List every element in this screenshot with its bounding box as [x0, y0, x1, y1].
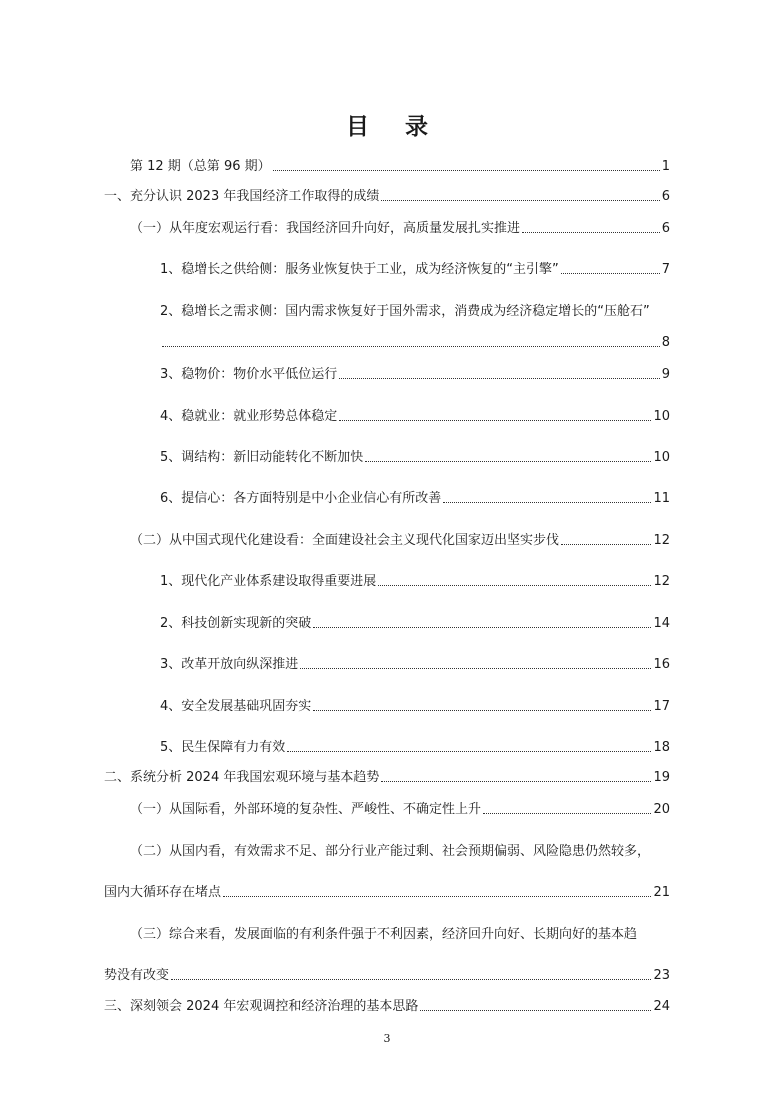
- toc-entry-text[interactable]: （三）综合来看，发展面临的有利条件强于不利因素，经济回升向好、长期向好的基本趋: [130, 927, 638, 942]
- toc-entry-page: 1: [661, 159, 670, 174]
- toc-entry[interactable]: [130, 220, 670, 238]
- toc-entry-text: 三、深刻领会 2024 年宏观调控和经济治理的基本思路: [104, 999, 419, 1014]
- toc-entry-text: （二）从中国式现代化建设看：全面建设社会主义现代化国家迈出坚实步伐: [130, 533, 560, 548]
- footer-page-number: 3: [383, 1032, 391, 1045]
- toc-entry[interactable]: [104, 769, 670, 787]
- toc-entry-page: 21: [653, 885, 670, 900]
- toc-entry-page: 6: [661, 189, 670, 204]
- toc-entry[interactable]: [160, 739, 670, 757]
- toc-leader-dots: [339, 408, 651, 421]
- toc-entry-text[interactable]: （二）从国内看，有效需求不足、部分行业产能过剩、社会预期偏弱、风险隐患仍然较多，: [130, 844, 651, 859]
- toc-leader-dots: [300, 656, 651, 669]
- toc-leader-dots: [561, 261, 660, 274]
- toc-entry-text: 一、充分认识 2023 年我国经济工作取得的成绩: [104, 189, 380, 204]
- toc-entry-text: 5、民生保障有力有效: [160, 740, 286, 755]
- toc-entry-text: （一）从国际看，外部环境的复杂性、严峻性、不确定性上升: [130, 802, 482, 817]
- toc-entry-page: 16: [653, 657, 670, 672]
- toc-entry-page: 19: [653, 770, 670, 785]
- toc-entry-text: 势没有改变: [104, 968, 170, 983]
- toc-entry-page: 18: [653, 740, 670, 755]
- toc-entry-page: 7: [661, 262, 670, 277]
- toc-entry-page: 23: [653, 968, 670, 983]
- toc-entry-page: 12: [653, 533, 670, 548]
- toc-entry[interactable]: [130, 158, 670, 176]
- toc-entry[interactable]: [160, 408, 670, 426]
- toc-entry[interactable]: [160, 615, 670, 633]
- page-title: 目 录: [345, 114, 442, 140]
- toc-entry-text: 4、稳就业：就业形势总体稳定: [160, 409, 338, 424]
- toc-entry-text: 6、提信心：各方面特别是中小企业信心有所改善: [160, 491, 442, 506]
- toc-entry-page: 12: [653, 574, 670, 589]
- toc-entry-text: 3、改革开放向纵深推进: [160, 657, 299, 672]
- toc-entry-text: 第 12 期（总第 96 期）: [130, 159, 271, 174]
- toc-entry-page: 24: [653, 999, 670, 1014]
- toc-entry[interactable]: [130, 801, 670, 819]
- toc-leader-dots: [162, 334, 660, 347]
- toc-entry-text: 3、稳物价：物价水平低位运行: [160, 367, 338, 382]
- toc-leader-dots: [378, 573, 651, 586]
- toc-leader-dots: [522, 220, 660, 233]
- toc-leader-dots: [561, 532, 651, 545]
- toc-leader-dots: [171, 967, 651, 980]
- toc-entry-text: 1、现代化产业体系建设取得重要进展: [160, 574, 377, 589]
- toc-leader-dots: [339, 366, 659, 379]
- toc-leader-dots: [287, 739, 651, 752]
- toc-leader-dots: [223, 884, 651, 897]
- toc-entry-text[interactable]: 2、稳增长之需求侧：国内需求恢复好于国外需求，消费成为经济稳定增长的“压舱石”: [160, 304, 650, 319]
- toc-entry-page: 6: [661, 221, 670, 236]
- toc-entry[interactable]: [160, 334, 670, 352]
- toc-entry[interactable]: [160, 698, 670, 716]
- toc-entry[interactable]: [160, 261, 670, 279]
- toc-entry-text: 1、稳增长之供给侧：服务业恢复快于工业，成为经济恢复的“主引擎”: [160, 262, 559, 277]
- toc-leader-dots: [483, 801, 651, 814]
- toc-entry[interactable]: [160, 656, 670, 674]
- toc-leader-dots: [313, 698, 651, 711]
- toc-leader-dots: [443, 490, 651, 503]
- toc-entry[interactable]: [104, 967, 670, 985]
- toc-entry-page: 9: [661, 367, 670, 382]
- toc-entry-page: 11: [653, 491, 670, 506]
- toc-leader-dots: [365, 449, 651, 462]
- toc-entry[interactable]: [104, 998, 670, 1016]
- toc-entry-page: 17: [653, 699, 670, 714]
- toc-entry-page: 14: [653, 616, 670, 631]
- toc-entry[interactable]: [160, 490, 670, 508]
- toc-leader-dots: [381, 769, 651, 782]
- toc-leader-dots: [420, 998, 651, 1011]
- toc-entry-text: 二、系统分析 2024 年我国宏观环境与基本趋势: [104, 770, 380, 785]
- toc-entry[interactable]: [104, 188, 670, 206]
- toc-leader-dots: [313, 615, 651, 628]
- toc-entry-page: 10: [653, 409, 670, 424]
- toc-entry[interactable]: [160, 366, 670, 384]
- toc-entry-text: 5、调结构：新旧动能转化不断加快: [160, 450, 364, 465]
- toc-entry-text: 4、安全发展基础巩固夯实: [160, 699, 312, 714]
- toc-entry[interactable]: [104, 884, 670, 902]
- toc-entry[interactable]: [160, 573, 670, 591]
- toc-entry[interactable]: [130, 532, 670, 550]
- toc-leader-dots: [273, 158, 660, 171]
- toc-entry[interactable]: [160, 449, 670, 467]
- toc-entry-page: 8: [661, 335, 670, 350]
- toc-leader-dots: [381, 188, 659, 201]
- toc-entry-text: 2、科技创新实现新的突破: [160, 616, 312, 631]
- toc-entry-text: 国内大循环存在堵点: [104, 885, 222, 900]
- toc-entry-page: 10: [653, 450, 670, 465]
- toc-entry-text: （一）从年度宏观运行看：我国经济回升向好，高质量发展扎实推进: [130, 221, 521, 236]
- toc-entry-page: 20: [653, 802, 670, 817]
